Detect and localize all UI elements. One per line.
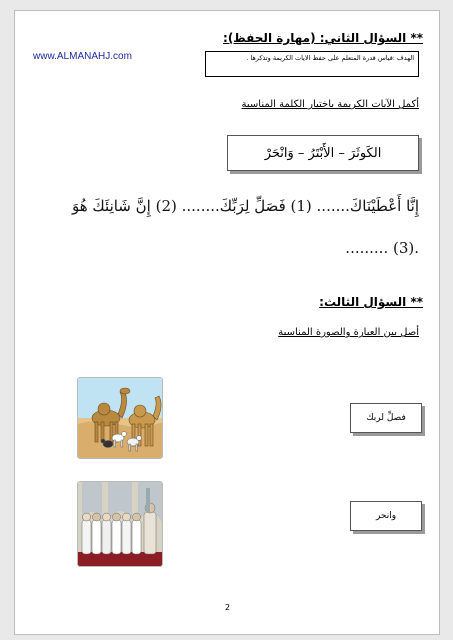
verse-line-2: ......... (3). (345, 239, 419, 257)
word-bank-text: الكَوثَرَ – الأَبْتَرُ – وَانْحَرْ (264, 145, 382, 161)
camels-picture (77, 377, 163, 459)
verse-line-1: إِنَّا أَعْطَيْنَاكَ....... (1) فَصَلِّ لِرَبِّكَ........ (2) إِنَّ شَانِئَكَ هُوَ (71, 197, 419, 215)
question-2-instruction: أكمل الآيات الكريمة باختيار الكلمة المناسبة (241, 99, 419, 110)
phrase-fasalli-text: فصلِّ لربك (366, 413, 406, 423)
prayer-picture (77, 481, 163, 567)
phrase-wanhar-text: وانحر (375, 511, 397, 521)
phrase-box-wanhar (350, 501, 422, 531)
page-number: 2 (225, 603, 231, 612)
goal-box (205, 51, 419, 77)
camels-illustration (78, 378, 163, 459)
prayer-illustration (78, 482, 163, 567)
word-bank-box (227, 135, 419, 171)
goal-text: الهدف :قياس قدرة المتعلم على حفظ الايات الكريمة وتذكرها . (246, 54, 414, 62)
phrase-box-fasalli (350, 403, 422, 433)
question-3-instruction: أصل بين العبارة والصورة المناسبة (278, 327, 419, 338)
question-2-title: ** السؤال الثاني: (مهارة الحفظ): (223, 31, 423, 45)
website-link[interactable]: www.ALMANAHJ.com (33, 51, 132, 62)
question-3-title: ** السؤال الثالث: (319, 295, 423, 309)
worksheet-page (14, 10, 440, 635)
